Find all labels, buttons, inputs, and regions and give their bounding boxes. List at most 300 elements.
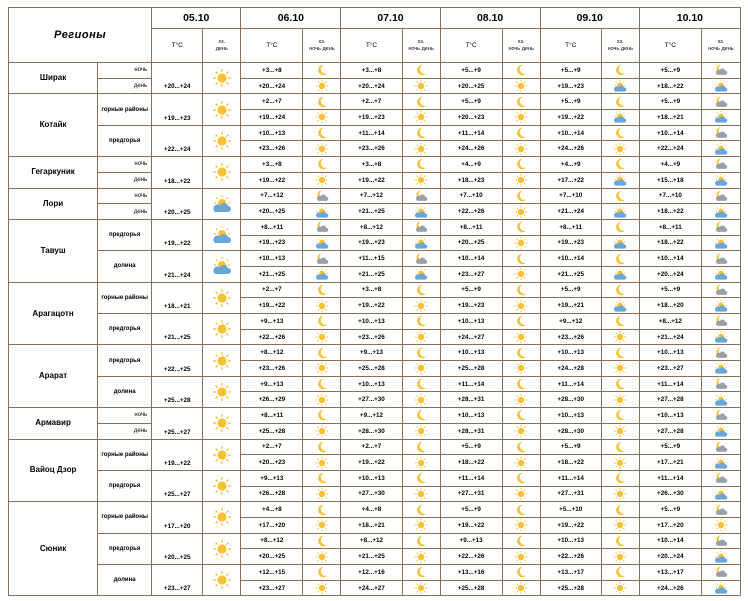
- moon-cloud-icon: [702, 503, 740, 517]
- temperature-range: +8...+12: [341, 533, 402, 549]
- sun-icon: [403, 142, 440, 156]
- temperature-range: +17...+20: [241, 517, 303, 533]
- weather-icon-cell: [402, 235, 440, 251]
- zone-label: долина: [98, 376, 152, 407]
- partly-cloudy-icon: [702, 581, 740, 595]
- sun-icon: [503, 518, 540, 532]
- region-name: Арарат: [9, 345, 98, 408]
- sun-icon: [203, 539, 240, 559]
- zone-label: предгорья: [98, 345, 152, 376]
- sun-icon: [503, 361, 540, 375]
- table-row: [9, 423, 741, 439]
- moon-cloud-icon: [702, 189, 740, 203]
- sun-icon: [503, 456, 540, 470]
- sun-icon: [503, 173, 540, 187]
- date-header: 07.10: [341, 8, 440, 29]
- weather-icon-cell: [402, 188, 440, 204]
- temperature-range: +22...+24: [639, 141, 701, 157]
- sky-label-top: хз.: [717, 38, 725, 45]
- temperature-range: +21...+25: [341, 549, 402, 565]
- moon-icon: [602, 126, 639, 140]
- weather-icon-cell: [402, 580, 440, 596]
- temperature-range: +24...+28: [540, 361, 601, 377]
- temperature-range: +28...+31: [440, 392, 502, 408]
- sun-icon: [203, 382, 240, 402]
- weather-icon-cell: [502, 251, 540, 267]
- sun-icon: [503, 205, 540, 219]
- temperature-range: +8...+12: [341, 219, 402, 235]
- temperature-range: +19...+23: [540, 235, 601, 251]
- weather-icon-cell: [601, 125, 639, 141]
- temperature-range: +10...+13: [341, 314, 402, 330]
- sun-icon: [403, 173, 440, 187]
- temperature-range: +19...+22: [241, 172, 303, 188]
- sun-icon: [403, 550, 440, 564]
- partly-cloudy-icon: [702, 424, 740, 438]
- temperature-range: +23...+27: [639, 361, 701, 377]
- weather-icon-cell: [701, 517, 740, 533]
- day-label: день: [620, 45, 633, 52]
- moon-icon: [303, 377, 340, 391]
- moon-icon: [503, 252, 540, 266]
- sun-icon: [203, 319, 240, 339]
- moon-icon: [403, 157, 440, 171]
- table-row: [9, 565, 741, 581]
- table-row: [9, 470, 741, 486]
- sky-column-header: [203, 29, 241, 63]
- date-header: 05.10: [152, 8, 241, 29]
- temperature-range: +20...+24: [341, 78, 402, 94]
- zone-label: предгорья: [98, 533, 152, 564]
- temperature-range: +20...+25: [241, 204, 303, 220]
- weather-icon-cell: [402, 408, 440, 424]
- temperature-range: +17...+21: [639, 455, 701, 471]
- temperature-range: +4...+8: [241, 502, 303, 518]
- temp-column-header: T°C: [152, 29, 203, 63]
- partly-cloudy-icon: [702, 456, 740, 470]
- weather-icon-cell: [701, 157, 740, 173]
- weather-icon-cell: [502, 188, 540, 204]
- temperature-range: +23...+27: [152, 565, 203, 596]
- weather-icon-cell: [203, 282, 241, 313]
- temperature-range: +8...+12: [241, 345, 303, 361]
- weather-icon-cell: [601, 423, 639, 439]
- temperature-range: +27...+31: [440, 486, 502, 502]
- weather-icon-cell: [303, 266, 341, 282]
- region-name: Арагацотн: [9, 282, 98, 345]
- temperature-range: +5...+9: [639, 94, 701, 110]
- partly-cloudy-icon: [702, 361, 740, 375]
- temperature-range: +18...+22: [440, 455, 502, 471]
- region-name: Тавуш: [9, 219, 98, 282]
- weather-icon-cell: [502, 235, 540, 251]
- temperature-range: +18...+22: [152, 157, 203, 188]
- zone-label: горные районы: [98, 94, 152, 125]
- temperature-range: +21...+25: [540, 266, 601, 282]
- table-row: [9, 78, 741, 94]
- sky-label-top: хз.: [517, 38, 525, 45]
- temperature-range: +25...+27: [152, 470, 203, 501]
- weather-icon-cell: [303, 110, 341, 126]
- moon-icon: [503, 95, 540, 109]
- moon-cloud-icon: [702, 252, 740, 266]
- region-name: Гегаркуник: [9, 157, 98, 188]
- temperature-range: +11...+15: [341, 251, 402, 267]
- temperature-range: +10...+13: [440, 345, 502, 361]
- moon-icon: [602, 95, 639, 109]
- temperature-range: +17...+22: [540, 172, 601, 188]
- sky-label-top: хз.: [417, 38, 425, 45]
- temperature-range: +10...+13: [639, 345, 701, 361]
- moon-cloud-icon: [403, 220, 440, 234]
- time-of-day: ночь: [98, 408, 152, 424]
- moon-icon: [503, 157, 540, 171]
- partly-cloudy-icon: [602, 299, 639, 313]
- moon-icon: [602, 377, 639, 391]
- night-label: ночь: [309, 45, 321, 52]
- temperature-range: +20...+24: [152, 63, 203, 94]
- moon-cloud-icon: [403, 189, 440, 203]
- temperature-range: +19...+23: [241, 235, 303, 251]
- temperature-range: +5...+9: [540, 63, 601, 79]
- weather-icon-cell: [402, 392, 440, 408]
- moon-icon: [403, 377, 440, 391]
- temperature-range: +8...+11: [639, 219, 701, 235]
- zone-label: предгорья: [98, 470, 152, 501]
- temperature-range: +21...+25: [341, 266, 402, 282]
- weather-icon-cell: [502, 125, 540, 141]
- sun-icon: [503, 110, 540, 124]
- partly-cloudy-icon: [403, 236, 440, 250]
- temperature-range: +9...+13: [241, 376, 303, 392]
- temperature-range: +10...+13: [540, 408, 601, 424]
- weather-icon-cell: [203, 157, 241, 188]
- sun-icon: [203, 445, 240, 465]
- sun-icon: [303, 550, 340, 564]
- moon-cloud-icon: [702, 377, 740, 391]
- weather-icon-cell: [701, 219, 740, 235]
- moon-icon: [602, 565, 639, 579]
- time-of-day: ночь: [98, 188, 152, 204]
- temperature-range: +11...+14: [440, 125, 502, 141]
- temperature-range: +19...+22: [341, 172, 402, 188]
- sun-icon: [503, 424, 540, 438]
- sun-icon: [702, 518, 740, 532]
- partly-cloudy-icon: [702, 487, 740, 501]
- weather-icon-cell: [303, 565, 341, 581]
- moon-icon: [503, 377, 540, 391]
- weather-icon-cell: [601, 533, 639, 549]
- temperature-range: +22...+26: [540, 549, 601, 565]
- weather-icon-cell: [601, 361, 639, 377]
- weather-icon-cell: [701, 110, 740, 126]
- weather-icon-cell: [402, 266, 440, 282]
- weather-icon-cell: [601, 63, 639, 79]
- time-of-day: ночь: [98, 157, 152, 173]
- weather-icon-cell: [601, 157, 639, 173]
- table-row: [9, 204, 741, 220]
- weather-icon-cell: [402, 125, 440, 141]
- weather-icon-cell: [303, 63, 341, 79]
- weather-icon-cell: [701, 455, 740, 471]
- weather-icon-cell: [601, 439, 639, 455]
- weather-icon-cell: [502, 423, 540, 439]
- temperature-range: +27...+30: [341, 486, 402, 502]
- temperature-range: +19...+22: [440, 517, 502, 533]
- sky-label-bottom: [702, 46, 740, 53]
- time-of-day: ночь: [98, 63, 152, 79]
- temperature-range: +4...+9: [639, 157, 701, 173]
- moon-icon: [602, 534, 639, 548]
- weather-icon-cell: [303, 455, 341, 471]
- weather-icon-cell: [701, 172, 740, 188]
- moon-icon: [403, 440, 440, 454]
- weather-icon-cell: [203, 188, 241, 219]
- sun-icon: [303, 173, 340, 187]
- temperature-range: +19...+23: [440, 298, 502, 314]
- sun-icon: [303, 361, 340, 375]
- temperature-range: +18...+21: [639, 110, 701, 126]
- temperature-range: +17...+20: [152, 502, 203, 533]
- temperature-range: +19...+22: [540, 517, 601, 533]
- weather-icon-cell: [502, 219, 540, 235]
- moon-icon: [403, 314, 440, 328]
- temperature-range: +28...+31: [440, 423, 502, 439]
- moon-cloud-icon: [702, 440, 740, 454]
- temperature-range: +11...+14: [440, 376, 502, 392]
- weather-icon-cell: [203, 502, 241, 533]
- temperature-range: +10...+13: [341, 470, 402, 486]
- temperature-range: +22...+25: [152, 345, 203, 376]
- table-row: [9, 219, 741, 235]
- temperature-range: +10...+14: [440, 251, 502, 267]
- moon-icon: [403, 408, 440, 422]
- temperature-range: +9...+13: [341, 345, 402, 361]
- sun-icon: [303, 518, 340, 532]
- weather-icon-cell: [701, 204, 740, 220]
- temperature-range: +5...+9: [639, 282, 701, 298]
- partly-cloudy-icon: [303, 236, 340, 250]
- temperature-range: +8...+12: [639, 314, 701, 330]
- weather-icon-cell: [601, 549, 639, 565]
- region-name: Лори: [9, 188, 98, 219]
- weather-icon-cell: [701, 345, 740, 361]
- zone-label: долина: [98, 251, 152, 282]
- weather-icon-cell: [701, 282, 740, 298]
- weather-icon-cell: [402, 94, 440, 110]
- weather-icon-cell: [402, 423, 440, 439]
- moon-cloud-icon: [303, 220, 340, 234]
- weather-icon-cell: [402, 517, 440, 533]
- sun-icon: [602, 142, 639, 156]
- moon-icon: [503, 565, 540, 579]
- temperature-range: +19...+23: [341, 110, 402, 126]
- partly-cloudy-icon: [702, 299, 740, 313]
- weather-icon-cell: [402, 549, 440, 565]
- moon-icon: [403, 471, 440, 485]
- table-row: [9, 125, 741, 141]
- temperature-range: +18...+21: [341, 517, 402, 533]
- region-name: Армавир: [9, 408, 98, 439]
- weather-icon-cell: [701, 125, 740, 141]
- table-row: [9, 94, 741, 110]
- temperature-range: +19...+22: [152, 219, 203, 250]
- temperature-range: +10...+13: [241, 125, 303, 141]
- sun-icon: [403, 330, 440, 344]
- partly-cloudy-icon: [602, 79, 639, 93]
- weather-icon-cell: [303, 580, 341, 596]
- partly-cloudy-icon: [702, 110, 740, 124]
- temperature-range: +13...+17: [540, 565, 601, 581]
- sky-label-bottom: день: [215, 45, 228, 52]
- sun-icon: [403, 518, 440, 532]
- weather-icon-cell: [303, 470, 341, 486]
- temperature-range: +3...+8: [241, 157, 303, 173]
- sun-icon: [303, 110, 340, 124]
- sun-icon: [403, 299, 440, 313]
- sun-icon: [303, 581, 340, 595]
- temperature-range: +5...+9: [440, 63, 502, 79]
- weather-icon-cell: [502, 94, 540, 110]
- region-name: Вайоц Дзор: [9, 439, 98, 502]
- time-of-day: день: [98, 172, 152, 188]
- weather-icon-cell: [701, 188, 740, 204]
- moon-icon: [403, 95, 440, 109]
- temperature-range: +17...+20: [639, 517, 701, 533]
- temperature-range: +23...+27: [241, 580, 303, 596]
- sky-label-top: хз.: [616, 38, 624, 45]
- sun-icon: [303, 487, 340, 501]
- temperature-range: +21...+24: [152, 251, 203, 282]
- temperature-range: +15...+18: [639, 172, 701, 188]
- temperature-range: +13...+16: [440, 565, 502, 581]
- weather-icon-cell: [303, 517, 341, 533]
- temperature-range: +11...+14: [540, 376, 601, 392]
- weather-icon-cell: [303, 141, 341, 157]
- weather-icon-cell: [502, 470, 540, 486]
- sun-icon: [403, 393, 440, 407]
- temperature-range: +20...+23: [241, 455, 303, 471]
- weather-icon-cell: [502, 517, 540, 533]
- weather-icon-cell: [203, 94, 241, 125]
- weather-icon-cell: [502, 361, 540, 377]
- temperature-range: +22...+26: [440, 204, 502, 220]
- weather-icon-cell: [502, 63, 540, 79]
- table-row: [9, 251, 741, 267]
- moon-cloud-icon: [702, 157, 740, 171]
- weather-icon-cell: [601, 502, 639, 518]
- temperature-range: +23...+26: [540, 329, 601, 345]
- sun-icon: [203, 507, 240, 527]
- temperature-range: +3...+8: [341, 63, 402, 79]
- temperature-range: +2...+7: [341, 94, 402, 110]
- sun-icon: [503, 487, 540, 501]
- weather-icon-cell: [601, 314, 639, 330]
- moon-cloud-icon: [702, 314, 740, 328]
- weather-icon-cell: [502, 580, 540, 596]
- day-label: день: [421, 45, 434, 52]
- temperature-range: +21...+24: [540, 204, 601, 220]
- weather-icon-cell: [402, 78, 440, 94]
- sun-icon: [503, 330, 540, 344]
- date-header: 06.10: [241, 8, 341, 29]
- temperature-range: +19...+23: [540, 78, 601, 94]
- sun-icon: [203, 68, 240, 88]
- night-label: ночь: [508, 45, 521, 52]
- weather-icon-cell: [402, 204, 440, 220]
- temperature-range: +5...+9: [440, 94, 502, 110]
- table-row: [9, 172, 741, 188]
- temperature-range: +2...+7: [241, 282, 303, 298]
- temp-column-header: T°C: [241, 29, 303, 63]
- weather-icon-cell: [502, 502, 540, 518]
- temperature-range: +11...+14: [639, 376, 701, 392]
- moon-icon: [602, 157, 639, 171]
- sun-icon: [602, 487, 639, 501]
- sky-column-header: [701, 29, 740, 63]
- weather-icon-cell: [502, 392, 540, 408]
- zone-label: предгорья: [98, 314, 152, 345]
- table-row: [9, 502, 741, 518]
- partly-cloudy-icon: [602, 236, 639, 250]
- temperature-range: +23...+26: [341, 329, 402, 345]
- sun-icon: [503, 142, 540, 156]
- weather-icon-cell: [303, 486, 341, 502]
- weather-icon-cell: [303, 235, 341, 251]
- temperature-range: +2...+7: [241, 94, 303, 110]
- weather-icon-cell: [601, 580, 639, 596]
- weather-icon-cell: [203, 251, 241, 282]
- weather-icon-cell: [402, 502, 440, 518]
- temperature-range: +10...+13: [540, 345, 601, 361]
- temperature-range: +10...+13: [241, 251, 303, 267]
- partly-cloudy-icon: [303, 267, 340, 281]
- weather-icon-cell: [303, 172, 341, 188]
- weather-icon-cell: [502, 141, 540, 157]
- weather-icon-cell: [601, 172, 639, 188]
- weather-icon-cell: [502, 533, 540, 549]
- weather-icon-cell: [502, 110, 540, 126]
- temperature-range: +23...+26: [241, 361, 303, 377]
- zone-label: горные районы: [98, 282, 152, 313]
- sun-icon: [403, 110, 440, 124]
- weather-icon-cell: [502, 345, 540, 361]
- temperature-range: +18...+22: [540, 455, 601, 471]
- sun-icon: [602, 330, 639, 344]
- sun-icon: [602, 518, 639, 532]
- temperature-range: +19...+22: [540, 110, 601, 126]
- weather-icon-cell: [502, 565, 540, 581]
- weather-icon-cell: [701, 502, 740, 518]
- partly-cloudy-icon: [403, 267, 440, 281]
- moon-icon: [403, 534, 440, 548]
- temperature-range: +22...+24: [152, 125, 203, 156]
- sun-icon: [203, 413, 240, 433]
- weather-icon-cell: [402, 361, 440, 377]
- sun-icon: [203, 288, 240, 308]
- moon-icon: [503, 408, 540, 422]
- temperature-range: +18...+21: [152, 282, 203, 313]
- temperature-range: +18...+22: [639, 78, 701, 94]
- weather-icon-cell: [402, 439, 440, 455]
- night-label: ночь: [607, 45, 620, 52]
- temperature-range: +19...+24: [241, 110, 303, 126]
- moon-icon: [303, 565, 340, 579]
- temperature-range: +9...+12: [540, 314, 601, 330]
- temperature-range: +10...+13: [440, 314, 502, 330]
- moon-icon: [403, 126, 440, 140]
- sky-column-header: [601, 29, 639, 63]
